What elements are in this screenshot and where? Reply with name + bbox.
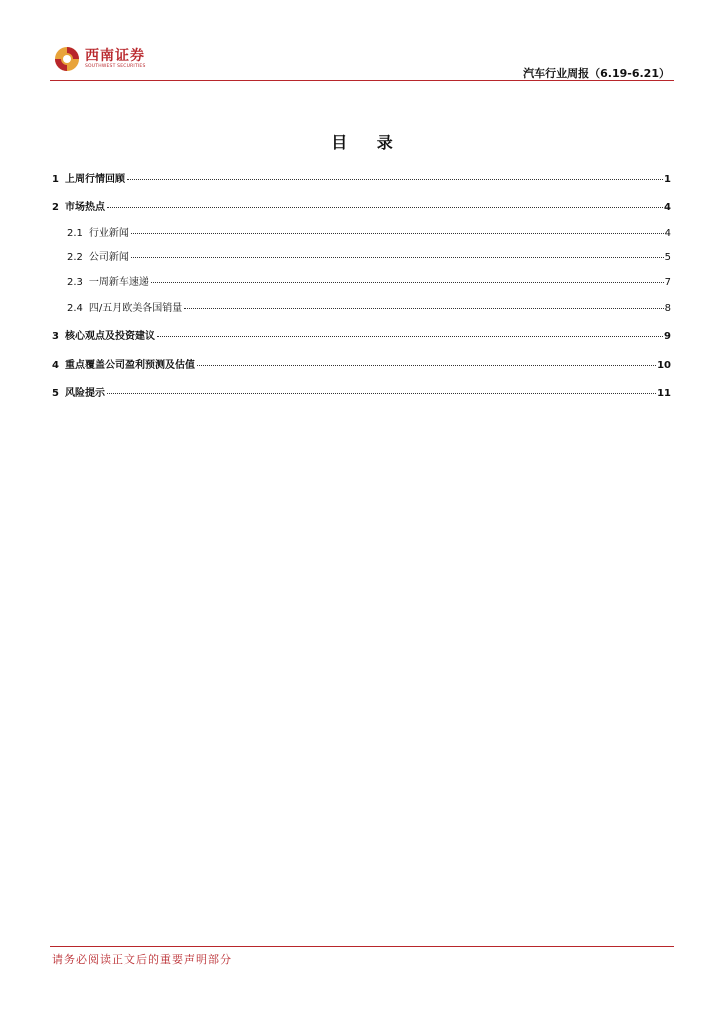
toc-leader-dots: [197, 365, 656, 366]
toc-item-page: 8: [664, 303, 671, 314]
toc-item-2-3[interactable]: [52, 275, 671, 291]
toc-item-2-4[interactable]: [52, 301, 671, 317]
toc-item-number: 2.3: [67, 277, 83, 288]
toc-item-number: 1: [52, 174, 59, 185]
footer-divider: [50, 946, 674, 947]
toc-item-title: 四/五月欧美各国销量: [88, 303, 183, 314]
toc-item-2-1[interactable]: [52, 226, 671, 242]
toc-item-1[interactable]: [52, 172, 671, 188]
toc-item-2-2[interactable]: [52, 250, 671, 266]
toc-item-number: 3: [52, 331, 59, 342]
toc-item-number: 5: [52, 388, 59, 399]
toc-item-page: 4: [664, 202, 671, 213]
logo-chinese-name: 西南证券: [85, 47, 145, 64]
toc-item-5[interactable]: [52, 386, 671, 402]
toc-leader-dots: [157, 336, 663, 337]
toc-item-title: 重点覆盖公司盈利预测及估值: [64, 360, 195, 371]
toc-item-page: 9: [664, 331, 671, 342]
toc-item-page: 1: [664, 174, 671, 185]
toc-item-page: 11: [657, 388, 671, 399]
toc-item-title: 核心观点及投资建议: [64, 331, 155, 342]
toc-item-title: 市场热点: [64, 202, 105, 213]
toc-item-2[interactable]: [52, 200, 671, 216]
logo-english-name: SOUTHWEST SECURITIES: [85, 63, 146, 69]
toc-leader-dots: [107, 207, 663, 208]
toc-item-page: 10: [657, 360, 671, 371]
toc-leader-dots: [127, 179, 663, 180]
logo-emblem-icon: [54, 46, 80, 72]
toc-item-3[interactable]: [52, 329, 671, 345]
toc-item-title: 风险提示: [64, 388, 105, 399]
toc-item-title: 公司新闻: [88, 252, 129, 263]
toc-item-number: 2.2: [67, 252, 83, 263]
toc-leader-dots: [107, 393, 656, 394]
toc-item-page: 5: [664, 252, 671, 263]
toc-leader-dots: [131, 257, 664, 258]
toc-heading: 目 录: [331, 133, 405, 152]
toc-item-number: 4: [52, 360, 59, 371]
header-divider: [50, 80, 674, 81]
footer-notice: 请务必阅读正文后的重要声明部分: [52, 953, 232, 966]
toc-item-title: 上周行情回顾: [64, 174, 125, 185]
toc-item-4[interactable]: [52, 358, 671, 374]
toc-item-page: 7: [664, 277, 671, 288]
toc-item-title: 一周新车速递: [88, 277, 149, 288]
toc-leader-dots: [131, 233, 664, 234]
toc-item-number: 2.1: [67, 228, 83, 239]
toc-leader-dots: [151, 282, 664, 283]
toc-leader-dots: [184, 308, 663, 309]
toc-item-page: 4: [664, 228, 671, 239]
toc-item-number: 2: [52, 202, 59, 213]
toc-item-number: 2.4: [67, 303, 83, 314]
report-title: 汽车行业周报（6.19-6.21）: [523, 67, 670, 80]
company-logo: [54, 44, 146, 74]
toc-item-title: 行业新闻: [88, 228, 129, 239]
